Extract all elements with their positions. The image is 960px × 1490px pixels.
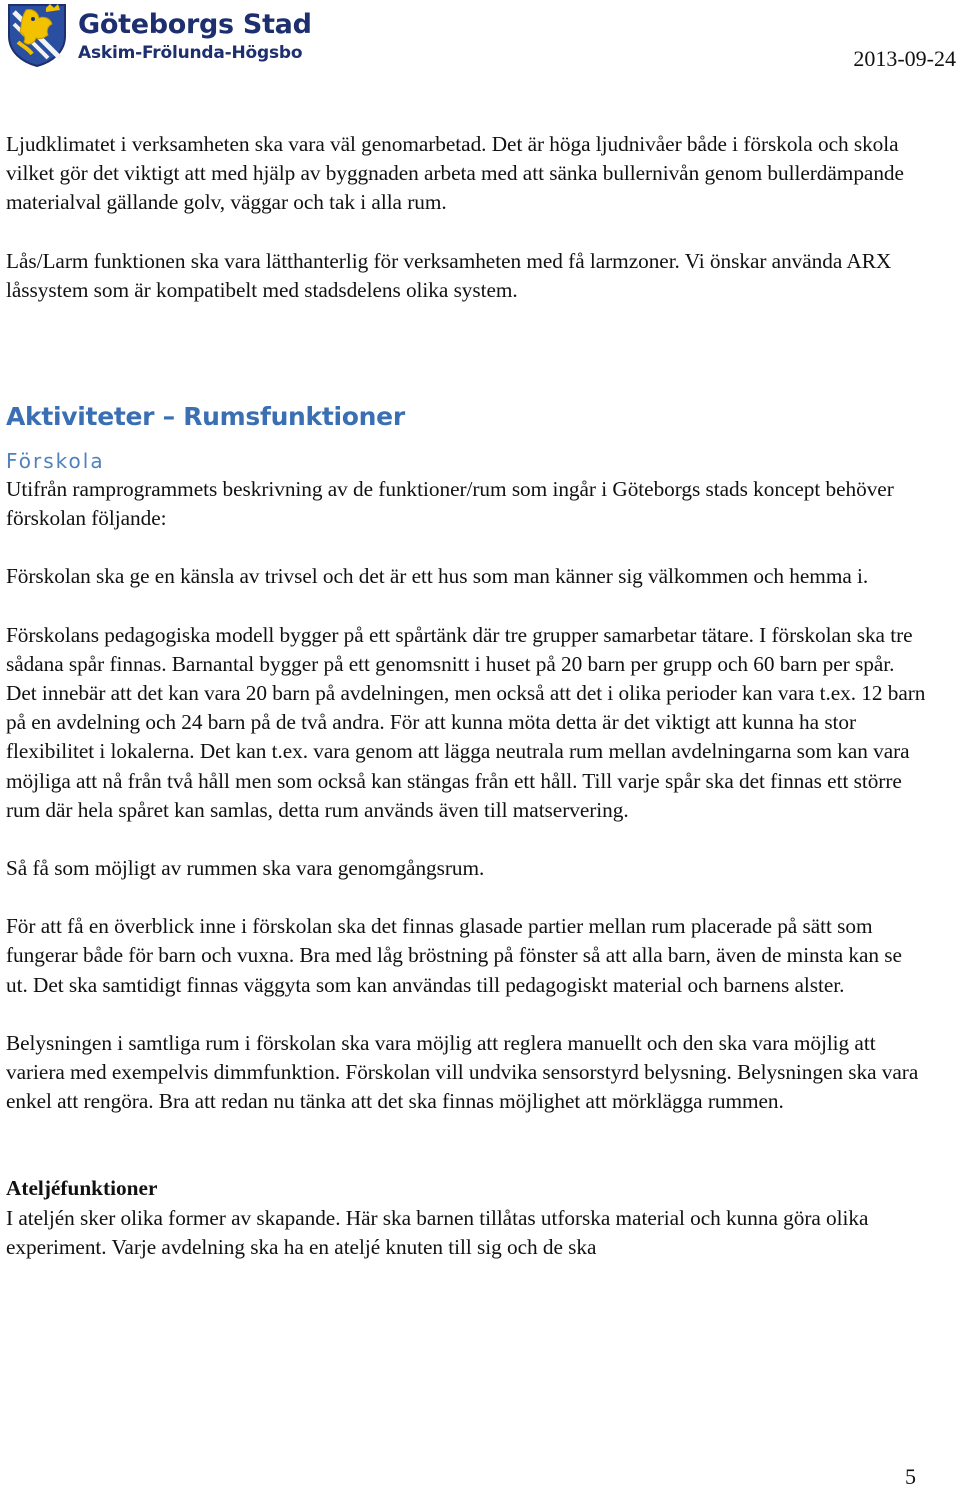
spacer — [6, 305, 926, 402]
paragraph-lock-alarm: Lås/Larm funktionen ska vara lätthanterlig för verksamheten med få larmzoner. Vi önskar använda ARX låssystem som är kompatibelt med stadsdelens olika system. — [6, 248, 892, 302]
document-body — [6, 130, 926, 1262]
paragraph-acoustics: Ljudklimatet i verksamheten ska vara väl genomarbetad. Det är höga ljudnivåer både i förskola och skola vilket gör det viktigt att med hjälp av byggnaden arbeta med att sänka bullernivån genom bullerdämpande materialval gällande golv, väggar och tak i alla rum. — [6, 132, 904, 215]
logo-subtitle: Askim-Frölunda-Högsbo — [78, 43, 303, 63]
goteborgs-stad-logo — [6, 2, 326, 72]
paragraph-lighting: Belysningen i samtliga rum i förskolan ska vara möjlig att reglera manuellt och den ska vara möjlig att variera med exempelvis dimmfunktion. Förskolan vill undvika sensorstyrd belysning. Belysningen ska vara enkel att rengöra. Bra att redan nu tänka att det ska finnas möjlighet att mörklägga rummen. — [6, 1030, 919, 1114]
paragraph-pedagogy: Förskolans pedagogiska modell bygger på ett spårtänk där tre grupper samarbetar tätare. I förskolan ska tre sådana spår finnas. Barnantal bygger på ett genomsnitt i huset på 20 barn per grupp och 60 barn per spår. Det innebär att det kan vara 20 barn på avdelningen, men också att det i olika perioder kan vara t.ex. 12 barn på en avdelning och 24 barn på de två andra. För att kunna möta detta är det viktigt att kunna ha stor flexibilitet i lokalerna. Det kan t.ex. vara genom att lägga neutrala rum mellan avdelningarna som kan vara möjliga att nå från två håll men som också kan stängas från ett håll. Till varje spår ska det finnas ett större rum där hela spåret kan samlas, detta rum används även till matservering. — [6, 622, 926, 822]
paragraph-glazing: För att få en överblick inne i förskolan ska det finnas glasade partier mellan rum placerade på sätt som fungerar både för barn och vuxna. Bra med låg bröstning på fönster så att alla barn, även de minsta kan se ut. Det ska samtidigt finnas väggyta som kan användas till pedagogiskt material och barnens alster. — [6, 914, 902, 997]
paragraph-concept: Utifrån ramprogrammets beskrivning av de funktioner/rum som ingår i Göteborgs stads koncept behöver förskolan följande: — [6, 477, 894, 531]
page-header — [0, 0, 960, 80]
section-heading-activities: Aktiviteter – Rumsfunktioner — [6, 402, 405, 432]
section-heading-atelje: Ateljéfunktioner — [6, 1176, 158, 1201]
paragraph-welcome: Förskolan ska ge en känsla av trivsel och det är ett hus som man känner sig välkommen och hemma i. — [6, 564, 869, 589]
paragraph-passthrough-rooms: Så få som möjligt av rummen ska vara genomgångsrum. — [6, 856, 485, 881]
goteborg-lion-shield-icon — [6, 2, 68, 68]
logo-title: Göteborgs Stad — [78, 9, 312, 40]
paragraph-atelje: I ateljén sker olika former av skapande. Här ska barnen tillåtas utforska material och kunna göra olika experiment. Varje avdelning ska ha en ateljé knuten till sig och de ska — [6, 1205, 869, 1259]
subsection-heading-forskola: Förskola — [6, 449, 105, 474]
page-number: 5 — [905, 1464, 916, 1489]
document-date: 2013-09-24 — [853, 46, 956, 71]
